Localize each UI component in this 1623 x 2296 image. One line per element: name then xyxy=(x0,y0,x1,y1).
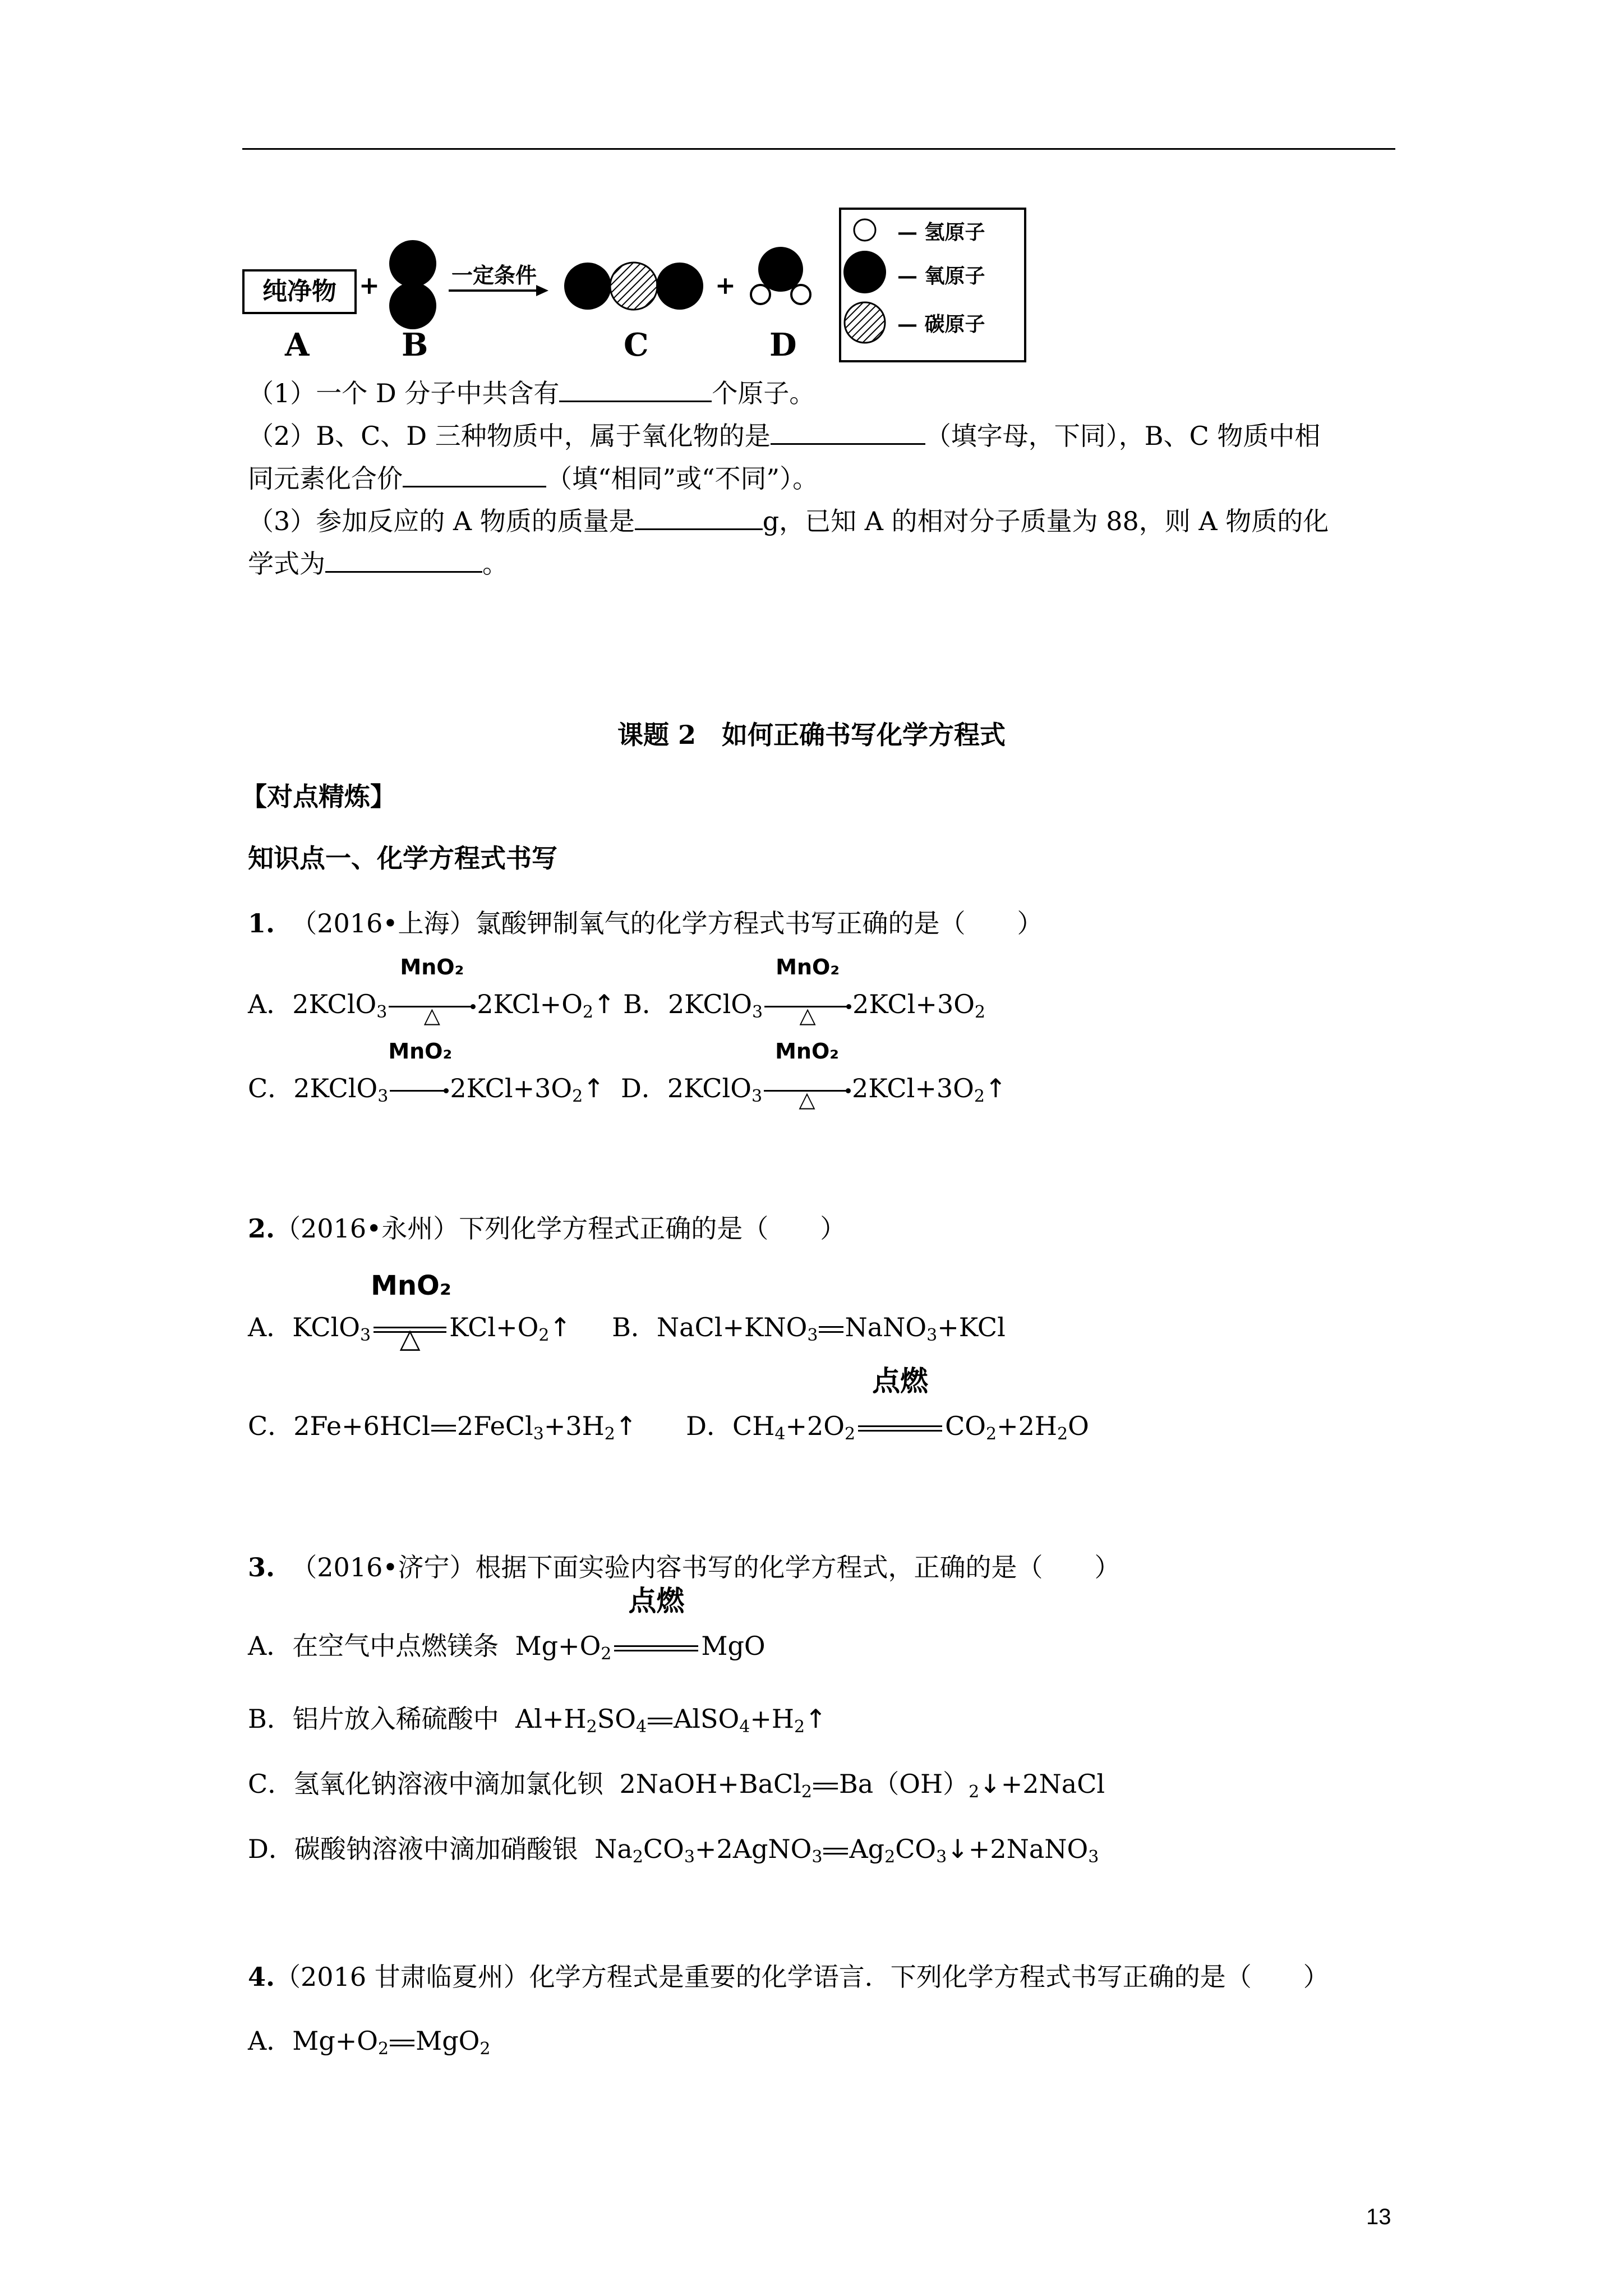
heat-label: △ xyxy=(423,1003,440,1028)
intro-q3-tail: g，已知 A 的相对分子质量为 88，则 A 物质的化 xyxy=(762,506,1329,536)
box-label: 纯净物 xyxy=(262,277,336,306)
answer-blank-1[interactable] xyxy=(559,376,712,402)
q4-option-a[interactable]: A．$Mg+O_2$ MgO$_2$ xyxy=(248,2026,491,2059)
reaction-diagram xyxy=(241,202,1026,370)
intro-q1-tail: 个原子。 xyxy=(712,378,815,408)
intro-q2-line1 xyxy=(248,418,1320,453)
legend-carbon-label: — 碳原子 xyxy=(897,312,985,336)
intro-q3-text: （3）参加反应的 A 物质的质量是 xyxy=(248,506,635,536)
question-1-stem xyxy=(248,907,1043,940)
arrow-condition-label: 一定条件 xyxy=(451,263,537,288)
c-oxygen-atom-left xyxy=(564,263,611,310)
intro-q2-tail: （填字母，下同），B、C 物质中相 xyxy=(925,421,1321,451)
question-3-text: （2016•济宁）根据下面实验内容书写的化学方程式，正确的是（ ） xyxy=(291,1552,1121,1582)
reaction-arrow-head xyxy=(536,285,548,296)
d-hydrogen-atom-right xyxy=(791,285,810,304)
question-2-stem xyxy=(248,1212,846,1245)
catalyst-label: MnO₂ xyxy=(371,1270,451,1301)
section-title: 课题 2 如何正确书写化学方程式 xyxy=(617,720,1006,750)
legend-carbon-icon xyxy=(845,302,885,343)
q3-option-d-text: D．碳酸钠溶液中滴加硝酸银 xyxy=(248,1834,578,1864)
answer-blank-4[interactable] xyxy=(635,504,763,530)
q3-option-d[interactable]: D．碳酸钠溶液中滴加硝酸银 $Na_2CO_3+2AgNO_3$ $Ag_2CO_3↓+2NaNO_3$ xyxy=(248,1834,1099,1867)
catalyst-label: MnO₂ xyxy=(775,1039,839,1064)
legend-oxygen-icon xyxy=(843,251,886,293)
b-oxygen-atom-top xyxy=(389,240,436,287)
legend-hydrogen-label: — 氢原子 xyxy=(897,220,985,244)
q3-option-a-text: A．在空气中点燃镁条 xyxy=(248,1631,499,1661)
question-4-number: 4. xyxy=(248,1962,275,1992)
page-number: 13 xyxy=(1366,2205,1391,2229)
q1-option-cd[interactable]: C．2KClO$_3$ MnO₂ $2KCl+3O_2↑$ D．2KClO$_3$ MnO₂ △ $2KCl+3O_2↑$ xyxy=(248,1039,1007,1112)
answer-blank-3[interactable] xyxy=(403,461,546,487)
question-3-stem xyxy=(248,1550,1120,1584)
intro-q3-line1 xyxy=(248,504,1329,538)
plus-sign-1: + xyxy=(359,272,380,300)
question-2-number: 2. xyxy=(248,1213,275,1244)
q2-option-cd[interactable]: C．2Fe+6HCl $2FeCl_3+3H_2↑$ D．$CH_4+2O_2$ 点燃 $CO_2+2H_2O$ xyxy=(248,1365,1089,1444)
q3-option-a[interactable]: A．在空气中点燃镁条 $Mg+O_2$ 点燃 MgO xyxy=(248,1585,766,1664)
intro-q2-text: （2）B、C、D 三种物质中，属于氧化物的是 xyxy=(248,421,771,451)
q2-option-ab[interactable]: A．KClO$_3$ MnO₂ △ $KCl+O_2↑$ B．$NaCl+KNO_3$ NaNO$_3$+KCl xyxy=(248,1270,1006,1354)
label-d: D xyxy=(769,326,797,364)
heat-label: △ xyxy=(399,1323,421,1354)
question-4-text: （2016 甘肃临夏州）化学方程式是重要的化学语言．下列化学方程式书写正确的是（ ） xyxy=(275,1962,1329,1992)
knowledge-heading: 知识点一、化学方程式书写 xyxy=(248,843,557,873)
q3-option-c[interactable]: C．氢氧化钠溶液中滴加氯化钡 2NaOH+BaCl$_2$ $Ba(OH)_2↓+2NaCl$ xyxy=(248,1769,1105,1802)
legend-oxygen-label: — 氧原子 xyxy=(897,264,985,288)
question-4-stem xyxy=(248,1960,1329,1994)
c-carbon-atom xyxy=(610,263,657,310)
intro-q1-text: （1）一个 D 分子中共含有 xyxy=(248,378,560,408)
plus-sign-2: + xyxy=(715,272,736,300)
q1-option-ab[interactable]: A．2KClO$_3$ MnO₂ △ $2KCl+O_2↑$ B．2KClO$_3$ MnO₂ △ $2KCl+3O_2$ xyxy=(248,955,986,1028)
d-hydrogen-atom-left xyxy=(751,285,770,304)
q3-option-b[interactable]: B．铝片放入稀硫酸中 $Al+H_2SO_4$ $AlSO_4+H_2↑$ xyxy=(248,1704,827,1737)
intro-q3-line2-text: 学式为 xyxy=(248,549,325,579)
answer-blank-2[interactable] xyxy=(771,418,925,445)
intro-q3-line2 xyxy=(248,546,508,581)
label-c: C xyxy=(624,326,649,364)
question-2-text: （2016•永州）下列化学方程式正确的是（ ） xyxy=(275,1213,846,1244)
heat-label: △ xyxy=(799,1003,816,1028)
ignite-label: 点燃 xyxy=(872,1365,929,1397)
intro-q2-line2 xyxy=(248,461,818,495)
question-3-number: 3. xyxy=(248,1552,275,1582)
intro-q1 xyxy=(248,376,815,410)
intro-q2-line2-text: 同元素化合价 xyxy=(248,463,403,494)
question-1-number: 1. xyxy=(248,908,275,938)
legend-hydrogen-icon xyxy=(854,219,875,241)
q3-option-c-text: C．氢氧化钠溶液中滴加氯化钡 xyxy=(248,1769,603,1799)
c-oxygen-atom-right xyxy=(656,263,703,310)
catalyst-label: MnO₂ xyxy=(400,955,464,979)
b-oxygen-atom-bottom xyxy=(389,282,436,329)
ignite-label: 点燃 xyxy=(628,1585,685,1617)
answer-blank-5[interactable] xyxy=(325,546,482,573)
intro-q2-line2-tail: （填“相同”或“不同”）。 xyxy=(546,463,819,494)
catalyst-label: MnO₂ xyxy=(388,1039,453,1064)
question-1-text: （2016•上海）氯酸钾制氧气的化学方程式书写正确的是（ ） xyxy=(291,908,1043,938)
intro-q3-line2-tail: 。 xyxy=(482,549,508,579)
heat-label: △ xyxy=(799,1087,815,1112)
header-rule xyxy=(242,148,1395,150)
bracket-heading: 【对点精炼】 xyxy=(241,781,396,812)
label-b: B xyxy=(402,326,428,364)
q3-option-b-text: B．铝片放入稀硫酸中 xyxy=(248,1704,499,1734)
catalyst-label: MnO₂ xyxy=(776,955,840,979)
label-a: A xyxy=(285,326,310,364)
